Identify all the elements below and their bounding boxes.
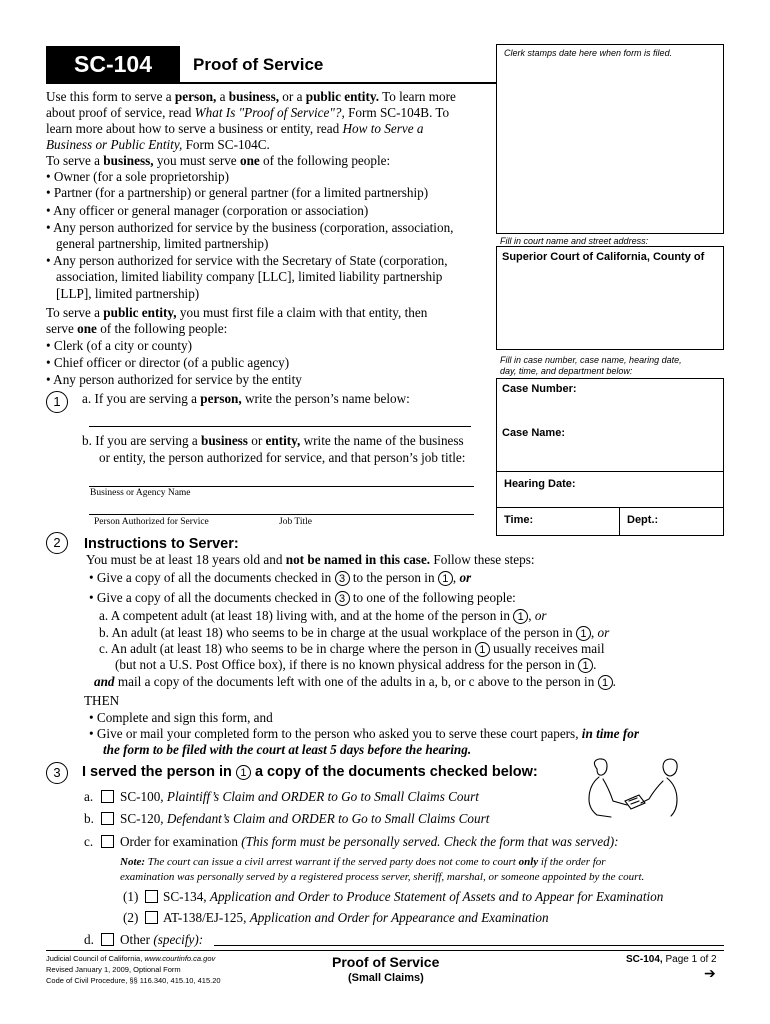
intro-line-1: Use this form to serve a person, a business, or a public entity. To learn more bbox=[46, 89, 456, 104]
section-3-heading: I served the person in 1 a copy of the documents checked below: bbox=[82, 764, 538, 780]
person-authorized-label: Person Authorized for Service bbox=[94, 517, 209, 527]
section-2-option-b: b. An adult (at least 18) who seems to be in charge at the usual workplace of the person in 1 , or bbox=[99, 625, 610, 641]
public-bullet-1: • Clerk (of a city or county) bbox=[46, 338, 192, 353]
ref-1-badge: 1 bbox=[598, 675, 613, 690]
doc-a-checkbox[interactable] bbox=[101, 790, 114, 803]
header-rule bbox=[46, 82, 496, 84]
section-1a-text: a. If you are serving a person, write the person’s name below: bbox=[82, 391, 410, 406]
time-label: Time: bbox=[504, 514, 534, 526]
business-bullet-4-cont: general partnership, limited partnership) bbox=[56, 236, 269, 251]
time-box[interactable] bbox=[496, 507, 620, 536]
public-entity-line-1: To serve a public entity, you must first file a claim with that entity, then bbox=[46, 305, 428, 320]
clerk-stamp-box bbox=[496, 44, 724, 234]
ref-3-badge: 3 bbox=[335, 571, 350, 586]
section-2-option-c-cont: (but not a U.S. Post Office box), if there is no known physical address for the person in 1 . bbox=[115, 657, 597, 673]
section-2-marker: 2 bbox=[46, 532, 68, 554]
section-3-marker: 3 bbox=[46, 762, 68, 784]
hearing-date-box[interactable] bbox=[496, 471, 724, 508]
other-specify-field[interactable] bbox=[214, 945, 724, 946]
section-1-marker: 1 bbox=[46, 391, 68, 413]
ref-1-badge: 1 bbox=[475, 642, 490, 657]
public-bullet-2: • Chief officer or director (of a public agency) bbox=[46, 355, 290, 370]
doc-d-text: Other (specify): bbox=[120, 932, 204, 947]
doc-d-letter: d. bbox=[84, 932, 94, 947]
intro-line-2: about proof of service, read What Is "Proof of Service"?, Form SC-104B. To bbox=[46, 105, 450, 120]
ref-1-badge: 1 bbox=[513, 609, 528, 624]
section-2-complete: • Complete and sign this form, and bbox=[89, 710, 273, 725]
case-info-hint-2: day, time, and department below: bbox=[500, 366, 633, 376]
doc-c-checkbox[interactable] bbox=[101, 835, 114, 848]
next-page-arrow-icon[interactable]: ➔ bbox=[704, 965, 716, 981]
section-2-give-1: • Give a copy of all the documents checked in 3 to the person in 1 , or bbox=[89, 570, 472, 586]
court-name-label: Superior Court of California, County of bbox=[502, 251, 705, 263]
doc-c-text: Order for examination (This form must be personally served. Check the form that was served): bbox=[120, 834, 619, 849]
footer-council: Judicial Council of California, www.courtinfo.ca.gov bbox=[46, 954, 216, 963]
doc-c1-text: SC-134, Application and Order to Produce Statement of Assets and to Appear for Examination bbox=[163, 889, 664, 904]
intro-line-5: To serve a business, you must serve one of the following people: bbox=[46, 153, 391, 168]
case-name-label: Case Name: bbox=[502, 427, 565, 439]
section-2-option-a: a. A competent adult (at least 18) living with, and at the home of the person in 1 , or bbox=[99, 608, 547, 624]
case-number-label: Case Number: bbox=[502, 383, 577, 395]
doc-d-checkbox[interactable] bbox=[101, 933, 114, 946]
business-bullet-5-cont2: [LLP], limited partnership) bbox=[56, 286, 200, 301]
doc-c1-number: (1) bbox=[123, 889, 139, 904]
footer-rule bbox=[46, 950, 724, 951]
doc-c2-number: (2) bbox=[123, 910, 139, 925]
public-entity-line-2: serve one of the following people: bbox=[46, 321, 228, 336]
footer-revised: Revised January 1, 2009, Optional Form bbox=[46, 965, 181, 974]
doc-c2-checkbox[interactable] bbox=[145, 911, 158, 924]
doc-b-letter: b. bbox=[84, 811, 94, 826]
doc-c2-text: AT-138/EJ-125, Application and Order for Appearance and Examination bbox=[163, 910, 549, 925]
section-2-line-1: You must be at least 18 years old and not be named in this case. Follow these steps: bbox=[86, 552, 535, 567]
intro-line-3: learn more about how to serve a business or entity, read How to Serve a bbox=[46, 121, 424, 136]
ref-1-badge: 1 bbox=[438, 571, 453, 586]
job-title-label: Job Title bbox=[279, 517, 313, 527]
business-bullet-1: • Owner (for a sole proprietorship) bbox=[46, 169, 229, 184]
examination-note: Note: The court can issue a civil arrest warrant if the served party does not come to court only if the order for bbox=[120, 856, 606, 868]
dept-box[interactable] bbox=[619, 507, 724, 536]
doc-a-letter: a. bbox=[84, 789, 94, 804]
section-2-deadline: the form to be filed with the court at least 5 days before the hearing. bbox=[103, 742, 472, 757]
section-2-give-mail: • Give or mail your completed form to the person who asked you to serve these court papers, in time for bbox=[89, 726, 639, 741]
section-2-option-c: c. An adult (at least 18) who seems to be in charge where the person in 1 usually receives mail bbox=[99, 641, 605, 657]
ref-1-badge: 1 bbox=[236, 765, 251, 780]
ref-3-badge: 3 bbox=[335, 591, 350, 606]
footer-page: SC-104, Page 1 of 2 bbox=[626, 954, 717, 965]
ref-1-badge: 1 bbox=[576, 626, 591, 641]
clerk-stamp-hint: Clerk stamps date here when form is filed. bbox=[504, 48, 673, 58]
hearing-date-label: Hearing Date: bbox=[504, 478, 576, 490]
section-2-and-mail: and mail a copy of the documents left with one of the adults in a, b, or c above to the person in 1 . bbox=[94, 674, 616, 690]
section-2-then: THEN bbox=[84, 693, 120, 708]
section-2-give-2: • Give a copy of all the documents checked in 3 to one of the following people: bbox=[89, 590, 516, 606]
business-name-field[interactable] bbox=[89, 486, 474, 487]
examination-note-cont: examination was personally served by a registered process server, sheriff, marshal, or someone appointed by the court. bbox=[120, 871, 645, 883]
intro-line-4: Business or Public Entity, Form SC-104C. bbox=[46, 137, 270, 152]
section-1b-text-cont: or entity, the person authorized for service, and that person’s job title: bbox=[99, 450, 466, 465]
doc-c1-checkbox[interactable] bbox=[145, 890, 158, 903]
doc-a-text: SC-100, Plaintiff’s Claim and ORDER to Go to Small Claims Court bbox=[120, 789, 479, 804]
serving-papers-illustration-icon bbox=[575, 757, 695, 825]
footer-subtitle: (Small Claims) bbox=[348, 972, 424, 984]
court-name-box[interactable] bbox=[496, 246, 724, 350]
business-name-label: Business or Agency Name bbox=[90, 488, 191, 498]
case-info-hint-1: Fill in case number, case name, hearing date, bbox=[500, 355, 682, 365]
business-bullet-4: • Any person authorized for service by the business (corporation, association, bbox=[46, 220, 454, 235]
case-number-name-box[interactable] bbox=[496, 378, 724, 472]
business-bullet-3: • Any officer or general manager (corporation or association) bbox=[46, 203, 369, 218]
authorized-person-field[interactable] bbox=[89, 514, 474, 515]
business-bullet-5-cont: association, limited liability company [LLC], limited liability partnership bbox=[56, 269, 443, 284]
footer-title: Proof of Service bbox=[332, 954, 440, 970]
section-1b-text: b. If you are serving a business or entity, write the name of the business bbox=[82, 433, 464, 448]
form-number-badge: SC-104 bbox=[46, 46, 180, 82]
doc-c-letter: c. bbox=[84, 834, 94, 849]
person-name-field[interactable] bbox=[89, 426, 471, 427]
ref-1-badge: 1 bbox=[578, 658, 593, 673]
form-title: Proof of Service bbox=[193, 55, 324, 74]
business-bullet-5: • Any person authorized for service with the Secretary of State (corporation, bbox=[46, 253, 448, 268]
public-bullet-3: • Any person authorized for service by the entity bbox=[46, 372, 302, 387]
footer-code: Code of Civil Procedure, §§ 116.340, 415.10, 415.20 bbox=[46, 976, 221, 985]
doc-b-text: SC-120, Defendant’s Claim and ORDER to Go to Small Claims Court bbox=[120, 811, 490, 826]
business-bullet-2: • Partner (for a partnership) or general partner (for a limited partnership) bbox=[46, 185, 429, 200]
section-2-heading: Instructions to Server: bbox=[84, 536, 239, 552]
court-name-hint: Fill in court name and street address: bbox=[500, 236, 649, 246]
dept-label: Dept.: bbox=[627, 514, 659, 526]
doc-b-checkbox[interactable] bbox=[101, 812, 114, 825]
